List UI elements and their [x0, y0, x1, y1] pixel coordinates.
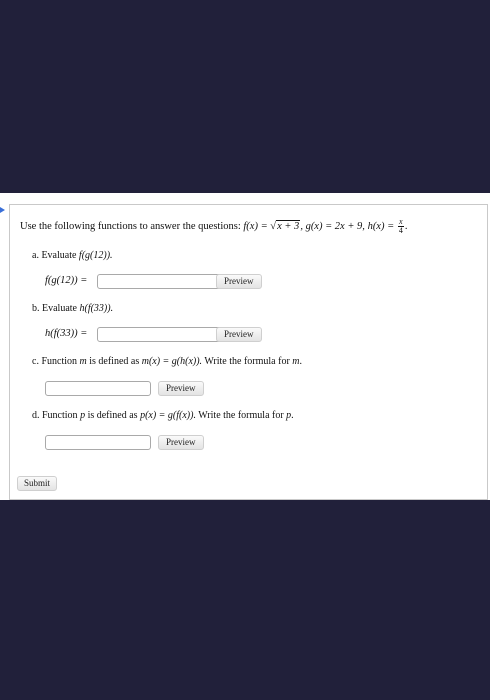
top-dark-area — [0, 0, 490, 193]
part-d-input[interactable] — [45, 435, 151, 450]
question-card — [9, 204, 488, 500]
part-c-prompt — [32, 356, 302, 367]
part-c-expression: m(x) = g(h(x)). — [141, 356, 203, 367]
question-intro: Use the following functions to answer the questions: — [20, 220, 241, 232]
part-d-end-var: p — [286, 410, 292, 421]
part-c-preview-button[interactable]: Preview — [158, 381, 204, 396]
part-c-suffix: Write the formula for — [202, 356, 293, 367]
part-b-answer-row — [45, 326, 305, 342]
question-panel — [0, 193, 490, 500]
part-d-suffix: Write the formula for — [195, 410, 287, 421]
part-c-answer-row — [45, 380, 245, 396]
submit-button[interactable]: Submit — [17, 476, 57, 491]
part-d-prefix: d. Function — [32, 410, 81, 421]
f-definition: f(x) = — [243, 220, 271, 232]
question-text — [20, 218, 407, 235]
part-c-var: m — [79, 356, 87, 367]
part-a-label: f(g(12)) = — [45, 275, 88, 286]
part-a-preview-button[interactable]: Preview — [216, 274, 262, 289]
h-numerator: x — [399, 217, 403, 226]
part-d-answer-row — [45, 434, 245, 450]
current-question-marker — [0, 207, 5, 213]
part-b-prompt — [32, 303, 113, 314]
part-c-mid: is defined as — [86, 356, 142, 367]
part-d-var: p — [80, 410, 86, 421]
part-c-dot: . — [299, 356, 303, 367]
bottom-dark-area — [0, 500, 490, 700]
part-c-prefix: c. Function — [32, 356, 80, 367]
part-d-expression: p(x) = g(f(x)). — [140, 410, 196, 421]
h-denominator: 4 — [398, 226, 403, 235]
f-radicand: x + 3 — [277, 220, 300, 232]
question-end: . — [404, 220, 408, 232]
part-a-expression: f(g(12)). — [78, 250, 113, 261]
part-d-mid: is defined as — [85, 410, 141, 421]
part-a-prefix: a. Evaluate — [32, 250, 79, 261]
g-definition: , g(x) = 2x + 9, — [300, 220, 368, 232]
part-b-expression: h(f(33)). — [79, 303, 114, 314]
part-c-input[interactable] — [45, 381, 151, 396]
part-b-prefix: b. Evaluate — [32, 303, 80, 314]
h-fraction — [398, 218, 404, 235]
h-definition: h(x) = — [367, 220, 397, 232]
part-c-end-var: m — [292, 356, 300, 367]
part-d-preview-button[interactable]: Preview — [158, 435, 204, 450]
part-a-answer-row — [45, 273, 305, 289]
part-b-label: h(f(33)) = — [45, 328, 88, 339]
sqrt-symbol: √ — [270, 220, 277, 232]
part-d-prompt — [32, 410, 294, 421]
part-d-dot: . — [291, 410, 294, 421]
part-a-prompt — [32, 250, 113, 261]
part-b-preview-button[interactable]: Preview — [216, 327, 262, 342]
